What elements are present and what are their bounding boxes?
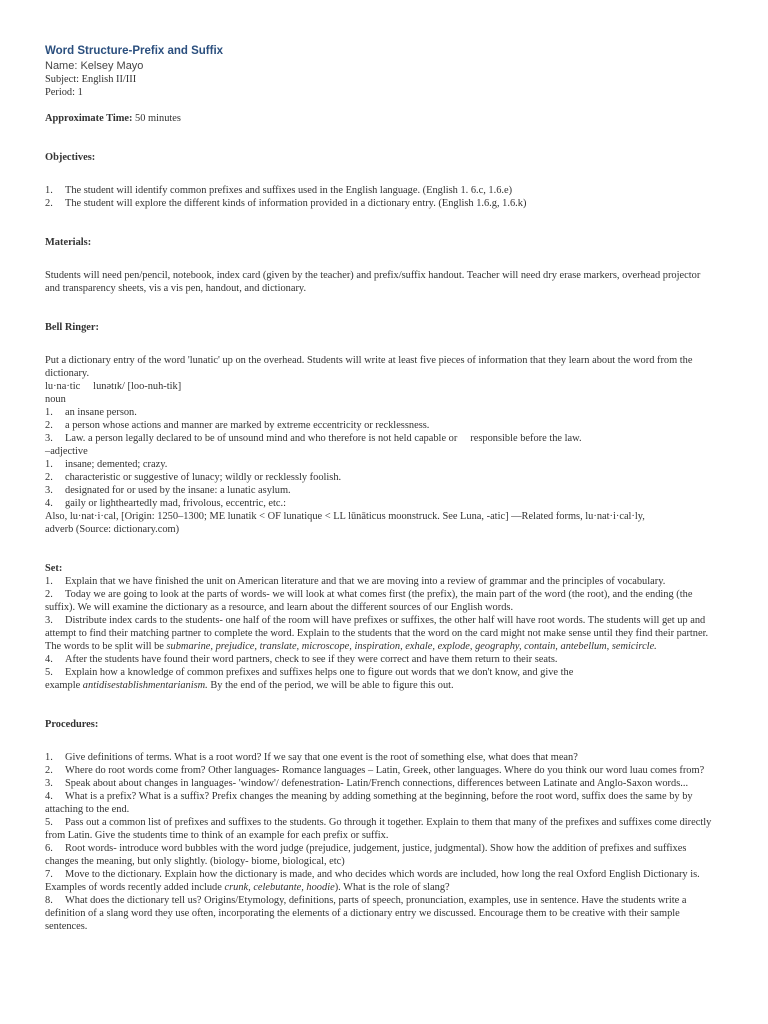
list-item: 1. an insane person. xyxy=(45,407,137,418)
list-item: 3. Speak about about changes in languages- 'window'/ defenestration- Latin/French connections, differences between Latinate and Anglo-Saxon words... xyxy=(45,778,689,789)
objectives-heading: Objectives: xyxy=(45,152,96,163)
list-item: 6. Root words- introduce word bubbles with the word judge (prejudice, judgement, justice, judgmental). Show how the addition of prefixes and suffixes changes the meaning, but only slightly. (biology- biome, biological, etc) xyxy=(45,843,687,867)
materials-heading: Materials: xyxy=(45,237,92,248)
list-item: 5. Explain how a knowledge of common prefixes and suffixes helps one to figure out words that we don't know, and give the xyxy=(45,667,574,678)
list-item: 4. After the students have found their word partners, check to see if they were correct and have them return to their seats. xyxy=(45,654,558,665)
related-forms: Also, lu·nat·i·cal, [Origin: 1250–1300; ME lunatik < OF lunatique < LL lūnāticus moonstruck. See Luna, -atic] —Related forms, lu·nat·i·cal·ly, xyxy=(45,511,645,522)
time-line xyxy=(45,112,717,125)
list-item: 1. insane; demented; crazy. xyxy=(45,459,168,470)
time-label: Approximate Time: xyxy=(45,113,133,124)
list-item: 3. designated for or used by the insane: a lunatic asylum. xyxy=(45,485,291,496)
source-line: adverb (Source: dictionary.com) xyxy=(45,524,180,535)
list-item: 1. The student will identify common prefixes and suffixes used in the English language. (English 1. 6.c, 1.6.e) xyxy=(45,185,513,196)
document-title: Word Structure-Prefix and Suffix xyxy=(45,45,224,57)
materials-text: Students will need pen/pencil, notebook, index card (given by the teacher) and prefix/suffix handout. Teacher will need dry erase markers, overhead projector and transparency sheets, vis a vis pen, handout, and dictionary. xyxy=(45,270,701,294)
list-item: 2. characteristic or suggestive of lunacy; wildly or recklessly foolish. xyxy=(45,472,342,483)
set-heading: Set: xyxy=(45,563,63,574)
list-item: 2. a person whose actions and manner are marked by extreme eccentricity or recklessness. xyxy=(45,420,430,431)
document-page xyxy=(45,44,717,933)
list-item: 4. What is a prefix? What is a suffix? Prefix changes the meaning by adding something at the beginning, before the root word, suffix does the same by by attaching to the end. xyxy=(45,791,693,815)
procedures-heading: Procedures: xyxy=(45,719,99,730)
list-item: 8. What does the dictionary tell us? Origins/Etymology, definitions, parts of speech, pronunciation, examples, use in sentence. Have the students write a definition of a slang word they use often, incorporating the elements of a dictionary entry we discussed. Encourage them to be creative with their sample sentences. xyxy=(45,895,687,932)
list-item: 1. Give definitions of terms. What is a root word? If we say that one event is the root of something else, what does that mean? xyxy=(45,752,578,763)
time-value: 50 minutes xyxy=(132,113,181,124)
list-item-continuation: example antidisestablishmentarianism. By the end of the period, we will be able to figure this out. xyxy=(45,680,454,691)
bell-ringer-heading: Bell Ringer: xyxy=(45,322,99,333)
period-line: Period: 1 xyxy=(45,87,83,98)
list-item: 7. Move to the dictionary. Explain how the dictionary is made, and who decides which words are included, how long the real Oxford English Dictionary is. Examples of words recently added include crunk, celebutante, hoodie). What is the role of slang? xyxy=(45,869,700,893)
list-item: 4. gaily or lightheartedly mad, frivolous, eccentric, etc.: xyxy=(45,498,287,509)
list-item: 3. Distribute index cards to the students- one half of the room will have prefixes or suffixes, the other half will have root words. The students will get up and attempt to find their matching partner to complete the word. Explain to the students that the word on the card might not make sense until they find their partner. The words to be split will be submarine, prejudice, translate, microscope, inspiration, exhale, explode, geography, contain, antebellum, semicircle. xyxy=(45,615,709,652)
pos-adjective: –adjective xyxy=(45,446,88,457)
list-item: 3. Law. a person legally declared to be of unsound mind and who therefore is not held capable or responsible before the law. xyxy=(45,433,582,444)
list-item: 1. Explain that we have finished the unit on American literature and that we are moving into a review of grammar and the principles of vocabulary. xyxy=(45,576,666,587)
list-item: 5. Pass out a common list of prefixes and suffixes to the students. Go through it together. Explain to them that many of the prefixes and suffixes come directly from Latin. Give the students time to think of an example for each prefix or suffix. xyxy=(45,817,712,841)
subject-line: Subject: English II/III xyxy=(45,74,137,85)
list-item: 2. Where do root words come from? Other languages- Romance languages – Latin, Greek, other languages. Where do you think our word luau comes from? xyxy=(45,765,705,776)
list-item: 2. Today we are going to look at the parts of words- we will look at what comes first (the prefix), the main part of the word (the root), and the ending (the suffix). We will examine the dictionary as a resource, and learn about the different sources of our English words. xyxy=(45,589,693,613)
author-name: Name: Kelsey Mayo xyxy=(45,60,144,72)
list-item: 2. The student will explore the different kinds of information provided in a dictionary entry. (English 1.6.g, 1.6.k) xyxy=(45,198,527,209)
pronunciation: lu·na·tic lunətɪk/ [loo-nuh-tik] xyxy=(45,381,182,392)
bell-ringer-intro: Put a dictionary entry of the word 'lunatic' up on the overhead. Students will write at least five pieces of information that they learn about the word from the dictionary. xyxy=(45,355,693,379)
objectives-list xyxy=(45,184,717,210)
pos-noun: noun xyxy=(45,394,66,405)
